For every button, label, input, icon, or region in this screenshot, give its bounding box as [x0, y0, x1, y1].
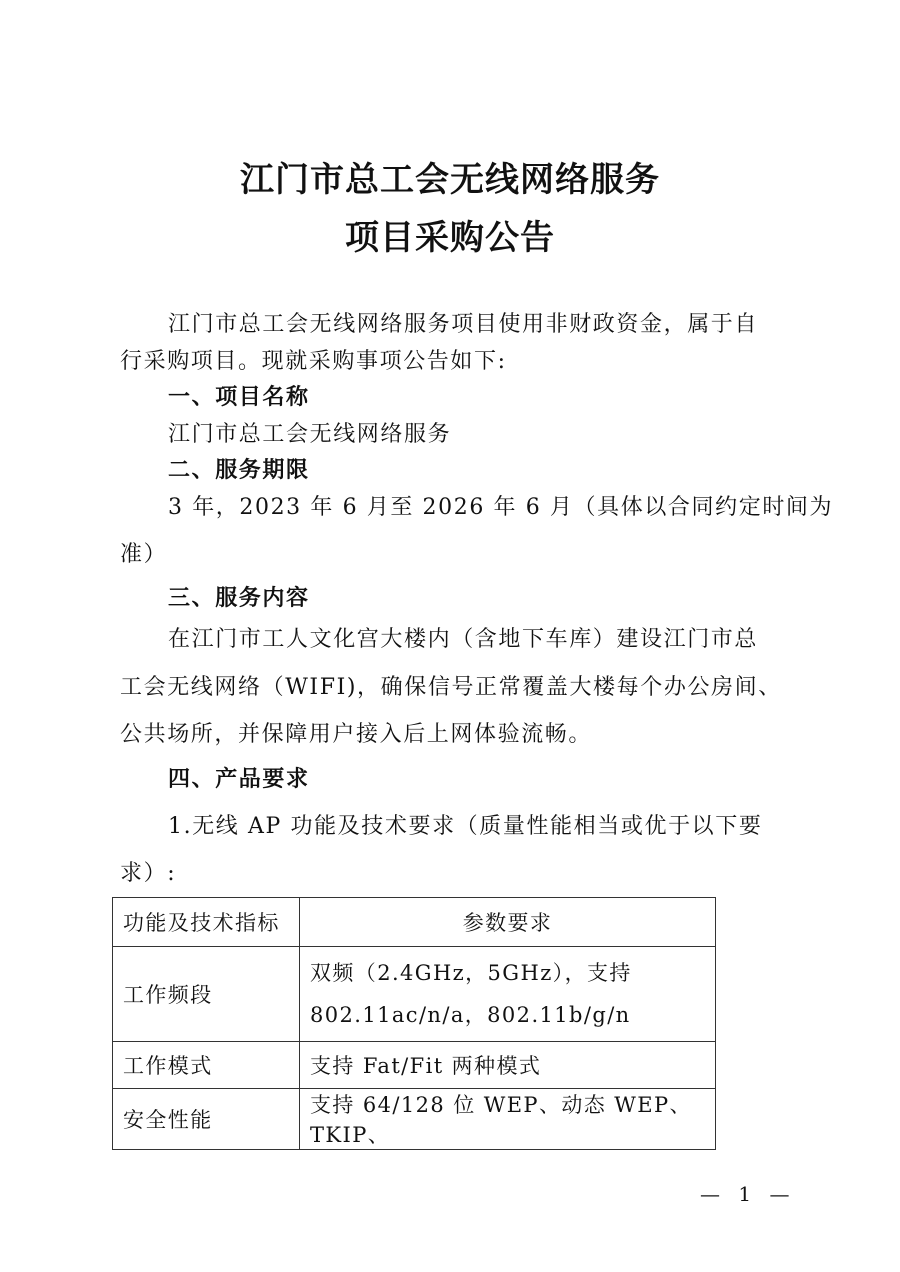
intro-line1: 江门市总工会无线网络服务项目使用非财政资金，属于自	[168, 312, 759, 337]
table-cell-name: 安全性能	[113, 1089, 300, 1150]
section1-heading: 一、项目名称	[168, 385, 310, 410]
spec-table	[112, 897, 716, 1150]
table-cell-value: 支持 Fat/Fit 两种模式	[300, 1042, 716, 1089]
table-cell-name: 工作模式	[113, 1042, 300, 1089]
section3-heading: 三、服务内容	[168, 586, 310, 611]
intro-line2: 行采购项目。现就采购事项公告如下:	[120, 349, 507, 374]
table-row	[113, 947, 716, 1042]
document-title-line1: 江门市总工会无线网络服务	[240, 160, 660, 200]
page-number: — 1 —	[700, 1182, 796, 1206]
table-row	[113, 1042, 716, 1089]
table-cell-value: 支持 64/128 位 WEP、动态 WEP、TKIP、	[300, 1089, 716, 1150]
document-title-line2: 项目采购公告	[345, 218, 555, 258]
section4-heading: 四、产品要求	[168, 767, 310, 792]
section3-line2: 工会无线网络（WIFI)，确保信号正常覆盖大楼每个办公房间、	[120, 675, 782, 700]
table-header-col1: 功能及技术指标	[113, 898, 300, 947]
table-header-row	[113, 898, 716, 947]
section2-heading: 二、服务期限	[168, 458, 310, 483]
section2-line1: 3 年，2023 年 6 月至 2026 年 6 月（具体以合同约定时间为	[168, 495, 834, 520]
section2-line2: 准）	[120, 542, 168, 567]
table-header-col2: 参数要求	[300, 898, 716, 947]
table-row	[113, 1089, 716, 1150]
table-cell-name: 工作频段	[113, 947, 300, 1042]
section4-line1: 1.无线 AP 功能及技术要求（质量性能相当或优于以下要	[168, 814, 763, 839]
table-cell-value-line2: 802.11ac/n/a，802.11b/g/n	[310, 1003, 631, 1027]
section1-text: 江门市总工会无线网络服务	[168, 422, 452, 447]
section4-line2: 求）:	[120, 861, 177, 886]
section3-line3: 公共场所，并保障用户接入后上网体验流畅。	[120, 722, 593, 747]
section3-line1: 在江门市工人文化宫大楼内（含地下车库）建设江门市总	[168, 627, 759, 652]
table-cell-value-line1: 双频（2.4GHz，5GHz），支持	[310, 961, 632, 985]
table-cell-value	[300, 947, 716, 1042]
